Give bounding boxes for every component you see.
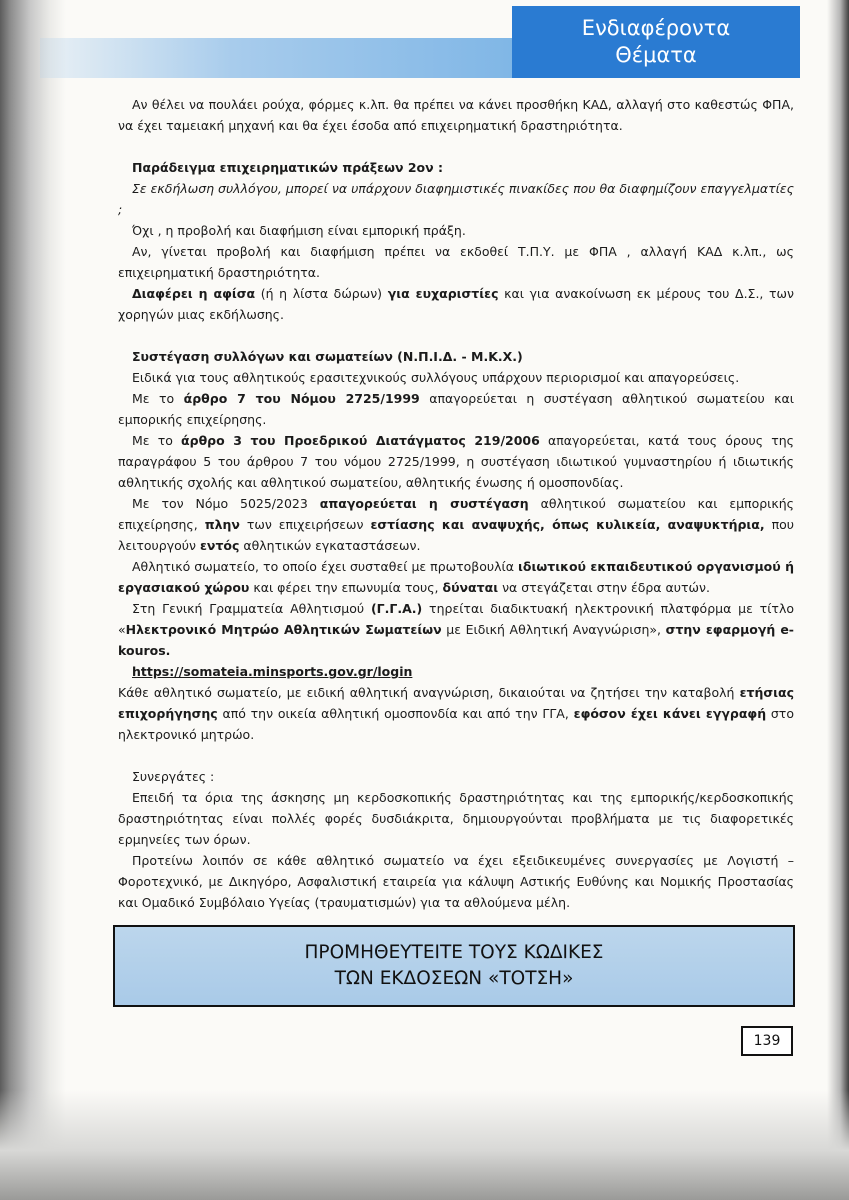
header-band — [40, 38, 520, 78]
example-answer-1: Όχι , η προβολή και διαφήμιση είναι εμπορική πράξη. — [132, 223, 466, 238]
poster-difference: Διαφέρει η αφίσα (ή η λίστα δώρων) για ευχαριστίες και για ανακοίνωση εκ μέρους του Δ.Σ., των χορηγών μιας εκδήλωσης. — [118, 286, 794, 322]
cta-line1: ΠΡΟΜΗΘΕΥΤΕΙΤΕ ΤΟΥΣ ΚΩΔΙΚΕΣ — [304, 942, 604, 963]
section-tab-line1: Ενδιαφέροντα — [581, 16, 731, 40]
section-tab — [512, 6, 800, 78]
page-bottom-shadow — [0, 1090, 849, 1200]
cohabitation-p6: Στη Γενική Γραμματεία Αθλητισμού (Γ.Γ.Α.) τηρείται διαδικτυακή ηλεκτρονική πλατφόρμα με τίτλο «Ηλεκτρονικό Μητρώο Αθλητικών Σωματείων με Ειδική Αθλητική Αναγνώριση», στην εφαρμογή e-kouros. — [118, 601, 795, 658]
cohabitation-p2: Με το άρθρο 7 του Νόμου 2725/1999 απαγορεύεται η συστέγαση αθλητικού σωματείου και εμπορικής επιχείρησης. — [118, 391, 794, 427]
example-answer-2: Αν, γίνεται προβολή και διαφήμιση πρέπει να εκδοθεί Τ.Π.Υ. με ΦΠΑ , αλλαγή ΚΑΔ κ.λπ., ως επιχειρηματική δραστηριότητα. — [118, 244, 794, 280]
registry-link[interactable]: https://somateia.minsports.gov.gr/login — [132, 664, 413, 679]
cohabitation-p5: Αθλητικό σωματείο, το οποίο έχει συσταθεί με πρωτοβουλία ιδιωτικού εκπαιδευτικού οργανισμού ή εργασιακού χώρου και φέρει την επωνυμία τους, δύναται να στεγάζεται στην έδρα αυτών. — [118, 559, 794, 595]
body-text — [118, 94, 794, 913]
section-tab-line2: Θέματα — [615, 43, 697, 67]
publisher-cta-box — [113, 925, 795, 1007]
partners-p1: Επειδή τα όρια της άσκησης μη κερδοσκοπικής δραστηριότητας και της εμπορικής/κερδοσκοπικής δραστηριότητας είναι πολλές φορές δυσδιάκριτα, δημιουργούνται προβλήματα με τις διαφορετικές ερμηνείες των όρων. — [118, 790, 794, 847]
cohabitation-p4: Με τον Νόμο 5025/2023 απαγορεύεται η συστέγαση αθλητικού σωματείου και εμπορικής επιχείρησης, πλην των επιχειρήσεων εστίασης και αναψυχής, όπως κυλικεία, αναψυκτήρια, που λειτουργούν εντός αθλητικών εγκαταστάσεων. — [118, 496, 795, 553]
cohabitation-p1: Ειδικά για τους αθλητικούς ερασιτεχνικούς συλλόγους υπάρχουν περιορισμοί και απαγορεύσεις. — [132, 370, 740, 385]
book-spine-shadow — [0, 0, 66, 1200]
partners-p2: Προτείνω λοιπόν σε κάθε αθλητικό σωματείο να έχει εξειδικευμένες συνεργασίες με Λογιστή –Φοροτεχνικό, με Δικηγόρο, Ασφαλιστική εταιρεία για κάλυψη Αστικής Ευθύνης και Νομικής Προστασίας και Ομαδικό Συμβόλαιο Υγείας (τραυματισμών) για τα αθλούμενα μέλη. — [118, 853, 794, 910]
cta-line2: ΤΩΝ ΕΚΔΟΣΕΩΝ «ΤΟΤΣΗ» — [334, 968, 574, 989]
paragraph-clothing: Αν θέλει να πουλάει ρούχα, φόρμες κ.λπ. θα πρέπει να κάνει προσθήκη ΚΑΔ, αλλαγή στο καθεστώς ΦΠΑ, να έχει ταμειακή μηχανή και θα έχει έσοδα από επιχειρηματική δραστηριότητα. — [118, 97, 794, 133]
page-number: 139 — [741, 1026, 793, 1056]
cohabitation-p3: Με το άρθρο 3 του Προεδρικού Διατάγματος 219/2006 απαγορεύεται, κατά τους όρους της παραγράφου 5 του άρθρου 7 του νόμου 2725/1999, η συστέγαση ιδιωτικού γυμναστηρίου ή ιδιωτικής αθλητικής σχολής και αθλητικού σωματείου, αθλητικής ένωσης ή ομοσπονδίας. — [118, 433, 794, 490]
partners-heading: Συνεργάτες : — [132, 769, 215, 784]
example-question: Σε εκδήλωση συλλόγου, μπορεί να υπάρχουν διαφημιστικές πινακίδες που θα διαφημίζουν επαγγελματίες ; — [118, 181, 794, 217]
cohabitation-heading: Συστέγαση συλλόγων και σωματείων (Ν.Π.Ι.Δ. - Μ.Κ.Χ.) — [132, 349, 523, 364]
grant-paragraph: Κάθε αθλητικό σωματείο, με ειδική αθλητική αναγνώριση, δικαιούται να ζητήσει την καταβολή ετήσιας επιχορήγησης από την οικεία αθλητική ομοσπονδία και από την ΓΓΑ, εφόσον έχει κάνει εγγραφή στο ηλεκτρονικό μητρώο. — [118, 685, 794, 742]
page-edge-shadow — [827, 0, 849, 1200]
example-heading: Παράδειγμα επιχειρηματικών πράξεων 2ον : — [132, 160, 443, 175]
